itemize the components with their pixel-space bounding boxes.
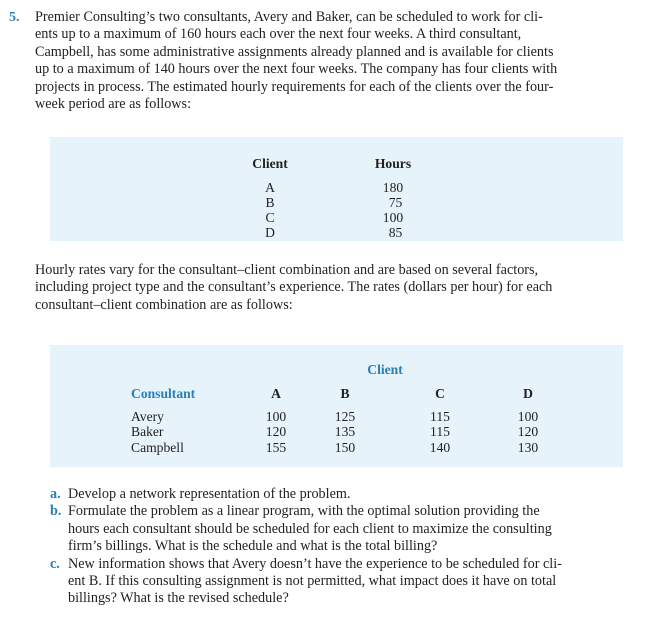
question-label: b. (50, 503, 62, 520)
rate-cell: 100 (265, 409, 287, 424)
question-item (50, 556, 625, 608)
hours-cell: 75 (388, 195, 403, 210)
intro-line: ents up to a maximum of 160 hours each over the next four weeks. A third consultant, (35, 26, 522, 43)
hours-cell: 85 (388, 225, 403, 240)
rates-line: including project type and the consultant’s experience. The rates (dollars per hour) for each (35, 279, 553, 296)
rate-cell: 120 (517, 424, 539, 439)
rate-cell: 115 (430, 409, 450, 424)
intro-line: Campbell, has some administrative assignments already planned and is available for clients (35, 43, 554, 60)
intro-line: Premier Consulting’s two consultants, Avery and Baker, can be scheduled to work for cli- (35, 9, 543, 25)
problem-number: 5. (9, 10, 20, 25)
rate-cell: 100 (517, 409, 539, 424)
consultant-name: Baker (131, 424, 164, 439)
question-line: billings? What is the revised schedule? (68, 590, 289, 607)
rate-cell: 155 (265, 440, 287, 455)
intro-line: week period are as follows: (35, 96, 192, 113)
rate-column-header-a: A (271, 386, 281, 401)
rate-column-header-c: C (435, 386, 445, 401)
question-label: a. (50, 486, 61, 502)
rate-cell: 125 (334, 409, 356, 424)
rates-line: consultant–client combination are as follows: (35, 296, 293, 313)
question-line: ent B. If this consulting assignment is not permitted, what impact does it have on total (68, 573, 557, 590)
consultant-column-header: Consultant (131, 386, 196, 401)
rate-column-header-b: B (340, 386, 350, 401)
rate-cell: 120 (265, 424, 287, 439)
client-cell: B (265, 195, 275, 210)
rate-cell: 140 (429, 440, 451, 455)
client-group-header: Client (367, 362, 403, 377)
consultant-rates-table (50, 345, 623, 467)
hours-cell: 180 (382, 180, 404, 195)
question-item (50, 486, 625, 503)
client-cell: A (265, 180, 275, 195)
rates-paragraph (35, 262, 625, 314)
cropped-next-line (36, 624, 626, 630)
rate-cell: 115 (430, 424, 450, 439)
intro-line: projects in process. The estimated hourly requirements for each of the clients over the four- (35, 78, 554, 95)
rate-cell: 130 (517, 440, 539, 455)
question-label: c. (50, 555, 60, 572)
hours-column-header: Hours (374, 156, 412, 171)
question-line: firm’s billings. What is the schedule and what is the total billing? (68, 538, 438, 555)
intro-line: up to a maximum of 140 hours over the next four weeks. The company has four clients with (35, 61, 558, 78)
client-column-header: Client (252, 156, 288, 171)
rate-column-header-d: D (523, 386, 533, 401)
client-hours-table (50, 137, 623, 241)
consultant-name: Campbell (131, 440, 184, 455)
question-line: Formulate the problem as a linear program, with the optimal solution providing the (68, 503, 540, 520)
rates-line: Hourly rates vary for the consultant–client combination and are based on several factors, (35, 262, 539, 278)
client-cell: D (265, 225, 275, 240)
question-line: Develop a network representation of the problem. (68, 486, 351, 502)
client-cell: C (265, 210, 275, 225)
rate-cell: 150 (334, 440, 356, 455)
question-item (50, 503, 625, 555)
consultant-name: Avery (131, 409, 164, 424)
hours-cell: 100 (382, 210, 404, 225)
problem-intro-paragraph (35, 9, 625, 113)
question-list (50, 486, 625, 608)
question-line: hours each consultant should be scheduled for each client to maximize the consulting (68, 520, 552, 537)
question-line: New information shows that Avery doesn’t have the experience to be scheduled for cli- (68, 555, 562, 572)
rate-cell: 135 (334, 424, 356, 439)
